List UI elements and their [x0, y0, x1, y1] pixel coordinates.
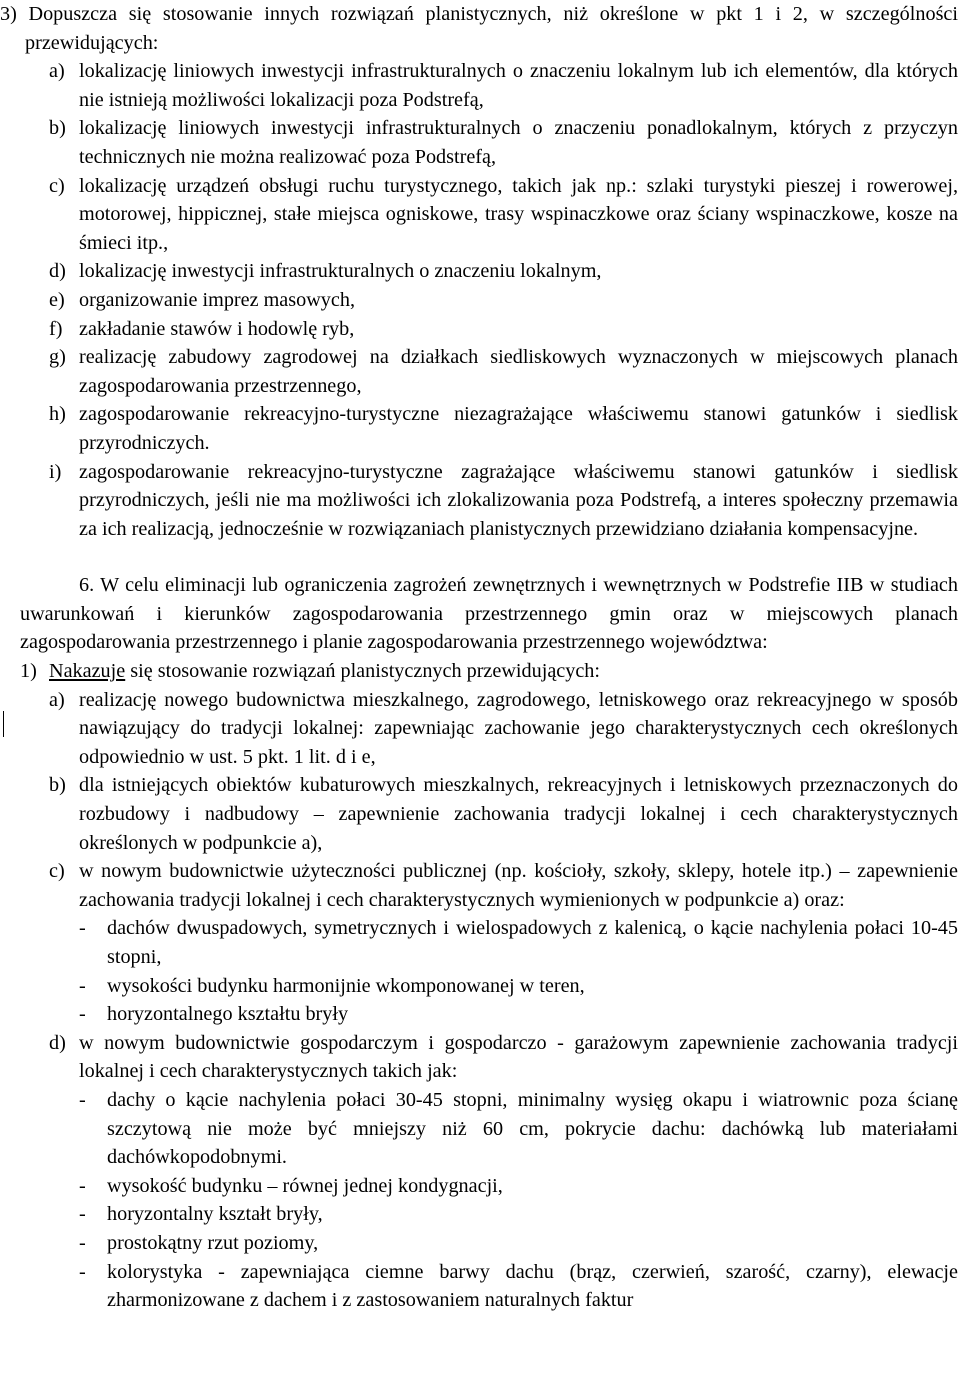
dash-bullet: - — [79, 974, 86, 997]
dash-item-text: wysokość budynku – równej jednej kondygnacji, — [107, 1174, 503, 1197]
dash-bullet: - — [79, 1174, 86, 1197]
list-item-3d — [0, 257, 960, 286]
list-item-3h — [0, 400, 960, 457]
item-text: w nowym budownictwie użyteczności publicznej (np. kościoły, szkoły, sklepy, hotele itp.) – zapewnienie zachowania tradycji lokalnej i cech charakterystycznych wymienionych w podpunkcie a) oraz: — [79, 860, 958, 911]
list-item-3c — [0, 172, 960, 258]
item-label: a) — [49, 60, 65, 83]
dash-item-d1 — [0, 1086, 960, 1172]
list-item-3e — [0, 286, 960, 315]
item-label: b) — [49, 774, 66, 797]
item-text: realizację zabudowy zagrodowej na działkach siedliskowych wyznaczonych w miejscowych planach zagospodarowania przestrzennego, — [79, 346, 958, 397]
item-text: zagospodarowanie rekreacyjno-turystyczne zagrażające właściwemu stanowi gatunków i siedlisk przyrodniczych, jeśli nie ma możliwości ich zlokalizowania poza Podstrefą, a interes społeczny przemawia za ich realizacją, jednocześnie w rozwiązaniach planistycznych przewidziano działania kompensacyjne. — [79, 460, 958, 540]
dash-item-text: wysokości budynku harmonijnie wkomponowanej w teren, — [107, 974, 585, 997]
list-item-1c — [0, 857, 960, 914]
dash-item-c2 — [0, 972, 960, 1001]
dash-item-d4 — [0, 1229, 960, 1258]
list-item-1b — [0, 771, 960, 857]
dash-item-text: prostokątny rzut poziomy, — [107, 1231, 319, 1254]
dash-bullet: - — [79, 1231, 86, 1254]
item-text: lokalizację urządzeń obsługi ruchu turystycznego, takich jak np.: szlaki turystyki pieszej i rowerowej, motorowej, hippicznej, stałe miejsca ogniskowe, trasy wspinaczkowe oraz ściany wspinaczkowe, kosze na śmieci itp., — [79, 174, 958, 254]
item-label: c) — [49, 174, 65, 197]
dash-item-text: dachy o kącie nachylenia połaci 30-45 stopni, minimalny wysięg okapu i wiatrownic poza ścianę szczytową nie może być mniejszy niż 60 cm, pokrycie dachu: dachówką lub materiałami dachówkopodobnymi. — [107, 1088, 958, 1169]
list-item-1d — [0, 1029, 960, 1086]
dash-item-d3 — [0, 1200, 960, 1229]
dash-bullet: - — [79, 1003, 86, 1026]
item-label: i) — [49, 460, 62, 483]
item-text: w nowym budownictwie gospodarczym i gospodarczo - garażowym zapewnienie zachowania tradycji lokalnej i cech charakterystycznych takich jak: — [79, 1031, 958, 1083]
dash-bullet: - — [79, 917, 86, 940]
paragraph-gap — [0, 543, 960, 571]
dash-item-text: kolorystyka - zapewniająca ciemne barwy dachu (brąz, czerwień, szarość, czarny), elewacje zharmonizowane z dachem i z zastosowaniem naturalnych faktur — [107, 1260, 958, 1312]
paragraph-6 — [0, 571, 960, 657]
paragraph-3-intro: 3) Dopuszcza się stosowanie innych rozwiązań planistycznych, niż określone w pkt 1 i 2, w szczególności przewidujących: — [0, 3, 958, 54]
item-text: zagospodarowanie rekreacyjno-turystyczne niezagrażające właściwemu stanowi gatunków i siedlisk przyrodniczych. — [79, 403, 958, 454]
item-text: lokalizację liniowych inwestycji infrastrukturalnych o znaczeniu lokalnym lub ich elementów, dla których nie istnieją możliwości lokalizacji poza Podstrefą, — [79, 60, 958, 111]
list-item-3b — [0, 114, 960, 171]
dash-item-text: horyzontalny kształt bryły, — [107, 1203, 323, 1226]
point-1-label: 1) — [20, 660, 37, 683]
item-label: d) — [49, 260, 66, 283]
list-item-3a — [0, 57, 960, 114]
item-text: lokalizację inwestycji infrastrukturalnych o znaczeniu lokalnym, — [79, 260, 602, 283]
item-text: organizowanie imprez masowych, — [79, 288, 355, 311]
point-1-text: się stosowanie rozwiązań planistycznych przewidujących: — [125, 660, 601, 683]
item-label: d) — [49, 1031, 66, 1054]
dash-item-d5 — [0, 1258, 960, 1315]
item-text: zakładanie stawów i hodowlę ryb, — [79, 317, 355, 340]
point-1 — [0, 657, 960, 686]
point-1-lead-word: Nakazuje — [49, 660, 126, 683]
paragraph-6-text: 6. W celu eliminacji lub ograniczenia zagrożeń zewnętrznych i wewnętrznych w Podstrefie IIB w studiach uwarunkowań i kierunków zagospodarowania przestrzennego gmin oraz w miejscowych planach zagospodarowania przestrzennego i planie zagospodarowania przestrzennego województwa: — [20, 574, 958, 654]
item-text: dla istniejących obiektów kubaturowych mieszkalnych, rekreacyjnych i letniskowych przeznaczonych do rozbudowy i nadbudowy – zapewnienie zachowania tradycji lokalnej i cech charakterystycznych określonych w podpunkcie a), — [79, 774, 958, 854]
dash-item-text: dachów dwuspadowych, symetrycznych i wielospadowych z kalenicą, o kącie nachylenia połaci 10-45 stopni, — [107, 917, 958, 968]
dash-item-d2 — [0, 1172, 960, 1201]
item-label: g) — [49, 346, 66, 369]
item-label: f) — [49, 317, 63, 340]
list-item-3f — [0, 315, 960, 344]
list-item-3g — [0, 343, 960, 400]
item-label: a) — [49, 688, 65, 711]
change-bar — [3, 711, 4, 737]
dash-item-c3 — [0, 1000, 960, 1029]
dash-bullet: - — [79, 1203, 86, 1226]
dash-bullet: - — [79, 1260, 86, 1283]
list-item-1a — [0, 686, 960, 772]
item-label: c) — [49, 860, 65, 883]
dash-item-text: horyzontalnego kształtu bryły — [107, 1003, 349, 1026]
list-item-3i — [0, 458, 960, 544]
dash-item-c1 — [0, 914, 960, 971]
item-label: b) — [49, 117, 66, 140]
dash-bullet: - — [79, 1088, 86, 1111]
item-label: h) — [49, 403, 66, 426]
item-text: lokalizację liniowych inwestycji infrastrukturalnych o znaczeniu ponadlokalnym, których z przyczyn technicznych nie można realizować poza Podstrefą, — [79, 117, 958, 168]
item-text: realizację nowego budownictwa mieszkalnego, zagrodowego, letniskowego oraz rekreacyjnego w sposób nawiązujący do tradycji lokalnej: zapewniając zachowanie jego charakterystycznych cech określonych odpowiednio w ust. 5 pkt. 1 lit. d i e, — [79, 688, 958, 768]
item-label: e) — [49, 288, 65, 311]
